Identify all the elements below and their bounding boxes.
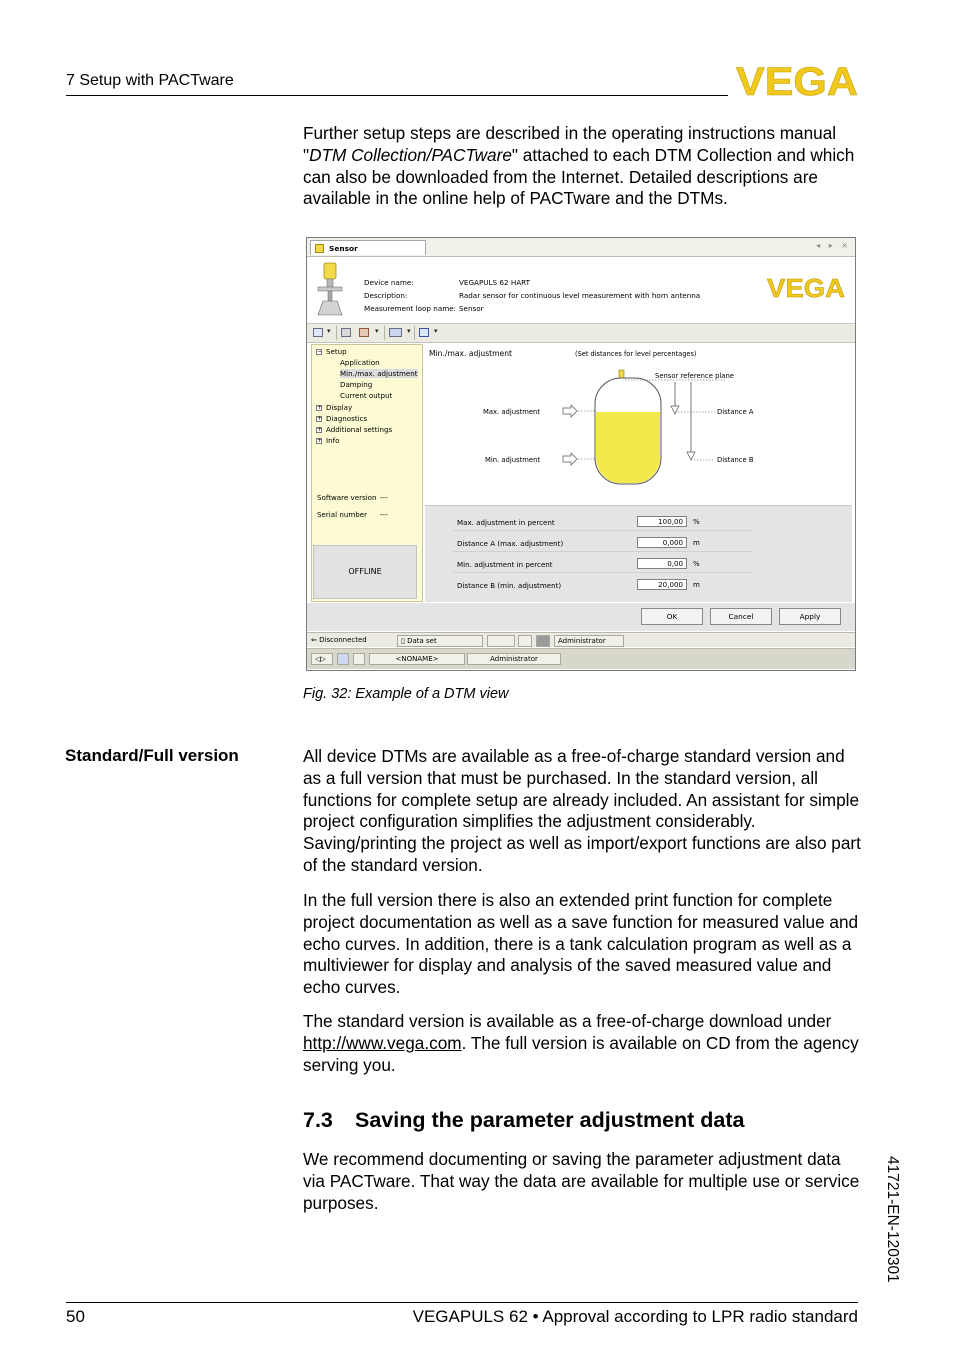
distance-a-unit: m [693,539,700,547]
data-set-icon: ▯ [401,637,405,645]
min-arrow-icon [563,453,577,465]
serial-number-value: --- [380,510,388,519]
version-paragraph-2: In the full version there is also an extended print function for complete project documentation as well as a save function for measured value and echo curves. In addition, there is a tank calculation program as well as a multiviewer for display and analysis of the saved measured value and echo curves. [303,890,859,998]
expand-icon[interactable]: + [317,415,323,422]
device-header [307,257,855,324]
document-code-text: 41721-EN-120301 [884,1156,901,1283]
language-flag-icon[interactable] [389,328,402,337]
form-divider [453,551,753,552]
dtm-tab-bar [307,238,855,257]
manual-title: DTM Collection/PACTware [309,144,512,165]
version-paragraph-1: All device DTMs are available as a free-of-charge standard version and as a full version that must be purchased. In the standard version, all functions for complete setup are already included. An assistant for simple project configuration simplifies the adjustment considerably. Saving/printing the project as well as import/export functions are also part of the standard version. [303,746,861,875]
disconnected-icon: ⇐ [311,636,317,644]
tree-item-damping[interactable]: Damping [340,380,373,389]
lock-icon [536,635,550,647]
software-version-label: Software version [317,493,377,502]
max-arrow-icon [563,405,577,417]
tree-item-display[interactable]: Display [326,403,353,412]
toolbar-separator [336,326,337,340]
frame-user-status: Administrator [467,653,561,665]
toolbar-separator [414,326,415,340]
dtm-screenshot [306,237,856,671]
tree-item-additional-settings[interactable]: Additional settings [326,425,393,434]
tools-icon[interactable] [359,328,369,337]
tree-item-info[interactable]: Info [326,436,340,445]
dtm-vega-logo [766,277,846,299]
intro-text-start: Further setup steps are described in the operating instructions manual " [303,123,837,165]
offline-indicator: OFFLINE [313,545,417,599]
apply-button[interactable]: Apply [779,608,841,625]
min-percent-label: Min. adjustment in percent [457,560,553,569]
panel-hint: (Set distances for level percentages) [575,350,697,358]
max-percent-input[interactable]: 100,00 [637,516,687,527]
dtm-logo-text: VEGA [767,277,846,299]
help-icon[interactable] [419,328,429,337]
form-divider [453,530,753,531]
adjustment-diagram-panel [425,344,852,504]
download-paragraph [303,1011,861,1076]
description-value: Radar sensor for continuous level measurement with horn antenna [459,291,701,300]
view-icon[interactable] [313,328,323,337]
side-heading: Standard/Full version [65,746,239,765]
expand-icon[interactable]: + [317,426,323,433]
distance-b-field-label: Distance B (min. adjustment) [457,581,562,590]
loop-name-value: Sensor [459,304,484,313]
sensor-reference-label: Sensor reference plane [655,372,734,380]
section-number: 7.3 [303,1108,333,1132]
figure-caption: Fig. 32: Example of a DTM view [303,686,509,702]
tab-title: Sensor [329,244,358,253]
panel-title: Min./max. adjustment [429,349,513,358]
min-percent-input[interactable]: 0,00 [637,558,687,569]
header-rule [66,95,728,96]
distance-a-field-label: Distance A (max. adjustment) [457,539,564,548]
device-name-label: Device name: [364,278,414,287]
section-title: Saving the parameter adjustment data [355,1108,745,1132]
adjustment-form [425,505,852,602]
language-dropdown-icon[interactable]: ▾ [407,327,411,335]
data-set-status [397,635,483,647]
software-version-value: --- [380,493,388,502]
cancel-button[interactable]: Cancel [710,608,772,625]
status-field-empty [518,635,532,647]
section-heading [303,1108,745,1133]
download-text-end: . The full version is available on CD from the agency serving you. [303,1032,859,1075]
max-adjustment-label: Max. adjustment [483,408,541,416]
project-name-status: <NONAME> [369,653,465,665]
connection-status [309,635,393,647]
help-dropdown-icon[interactable]: ▾ [434,327,438,335]
status-field-empty [487,635,515,647]
download-text-start: The standard version is available as a free-of-charge download under [303,1011,832,1031]
vega-logo-text: VEGA [736,64,858,98]
tab-sensor-parametrierung[interactable] [310,240,426,255]
page-number: 50 [66,1307,85,1326]
radar-sensor-icon [315,261,345,317]
tree-item-current-output[interactable]: Current output [340,391,393,400]
min-percent-unit: % [693,560,700,568]
toolbar-separator [384,326,385,340]
tab-controls[interactable]: ◂ ▸ × [816,241,851,250]
collapse-icon[interactable]: − [317,348,323,355]
distance-a-arrowhead [671,406,679,414]
tree-item-diagnostics[interactable]: Diagnostics [326,414,368,423]
pin-icon[interactable] [337,653,349,665]
min-adjustment-label: Min. adjustment [485,456,541,464]
max-percent-unit: % [693,518,700,526]
distance-a-label: Distance A [717,408,754,416]
tank-fill [596,412,660,483]
distance-b-arrowhead [687,452,695,460]
dtm-status-bar [307,632,855,647]
serial-number-label: Serial number [317,510,368,519]
distance-b-input[interactable]: 20,000 [637,579,687,590]
dialog-button-row [307,603,855,631]
max-percent-label: Max. adjustment in percent [457,518,555,527]
tree-item-application[interactable]: Application [340,358,380,367]
distance-b-unit: m [693,581,700,589]
vega-website-link[interactable]: http://www.vega.com [303,1032,462,1053]
distance-a-input[interactable]: 0,000 [637,537,687,548]
document-code [876,1156,906,1306]
window-icon[interactable] [353,653,365,665]
frame-status-bar [307,648,855,669]
connection-status-text: Disconnected [319,636,367,644]
intro-text-end: " attached to each DTM Collection and which can also be downloaded from the Internet. Detailed descriptions are available in the online help of PACTware and the DTMs. [303,144,855,209]
print-icon[interactable] [341,328,351,337]
nav-arrows-icon[interactable]: ◁▷ [311,653,333,665]
distance-b-label: Distance B [717,456,754,464]
footer-title: VEGAPULS 62 • Approval according to LPR radio standard [412,1307,858,1326]
data-set-text: Data set [407,637,437,645]
running-header: 7 Setup with PACTware [66,72,234,89]
sensor-tab-icon [315,244,324,253]
expand-icon[interactable]: + [317,437,323,444]
expand-icon[interactable]: + [317,404,323,411]
section-paragraph: We recommend documenting or saving the parameter adjustment data via PACTware. That way the data are available for multiple use or service purposes. [303,1149,860,1213]
dtm-toolbar [307,324,855,343]
form-divider [453,572,753,573]
ok-button[interactable]: OK [641,608,703,625]
tree-item-min-max-adjustment[interactable]: Min./max. adjustment [340,369,418,378]
loop-name-label: Measurement loop name: [364,304,457,313]
vega-logo [735,64,859,98]
footer-rule [66,1302,858,1303]
description-label: Description: [364,291,408,300]
user-role-status: Administrator [554,635,624,647]
tree-item-setup[interactable]: Setup [326,347,347,356]
device-name-value: VEGAPULS 62 HART [459,278,531,287]
tank-diagram [425,344,852,504]
tools-dropdown-icon[interactable]: ▾ [375,327,379,335]
intro-paragraph [303,123,861,210]
view-dropdown-icon[interactable]: ▾ [327,327,331,335]
